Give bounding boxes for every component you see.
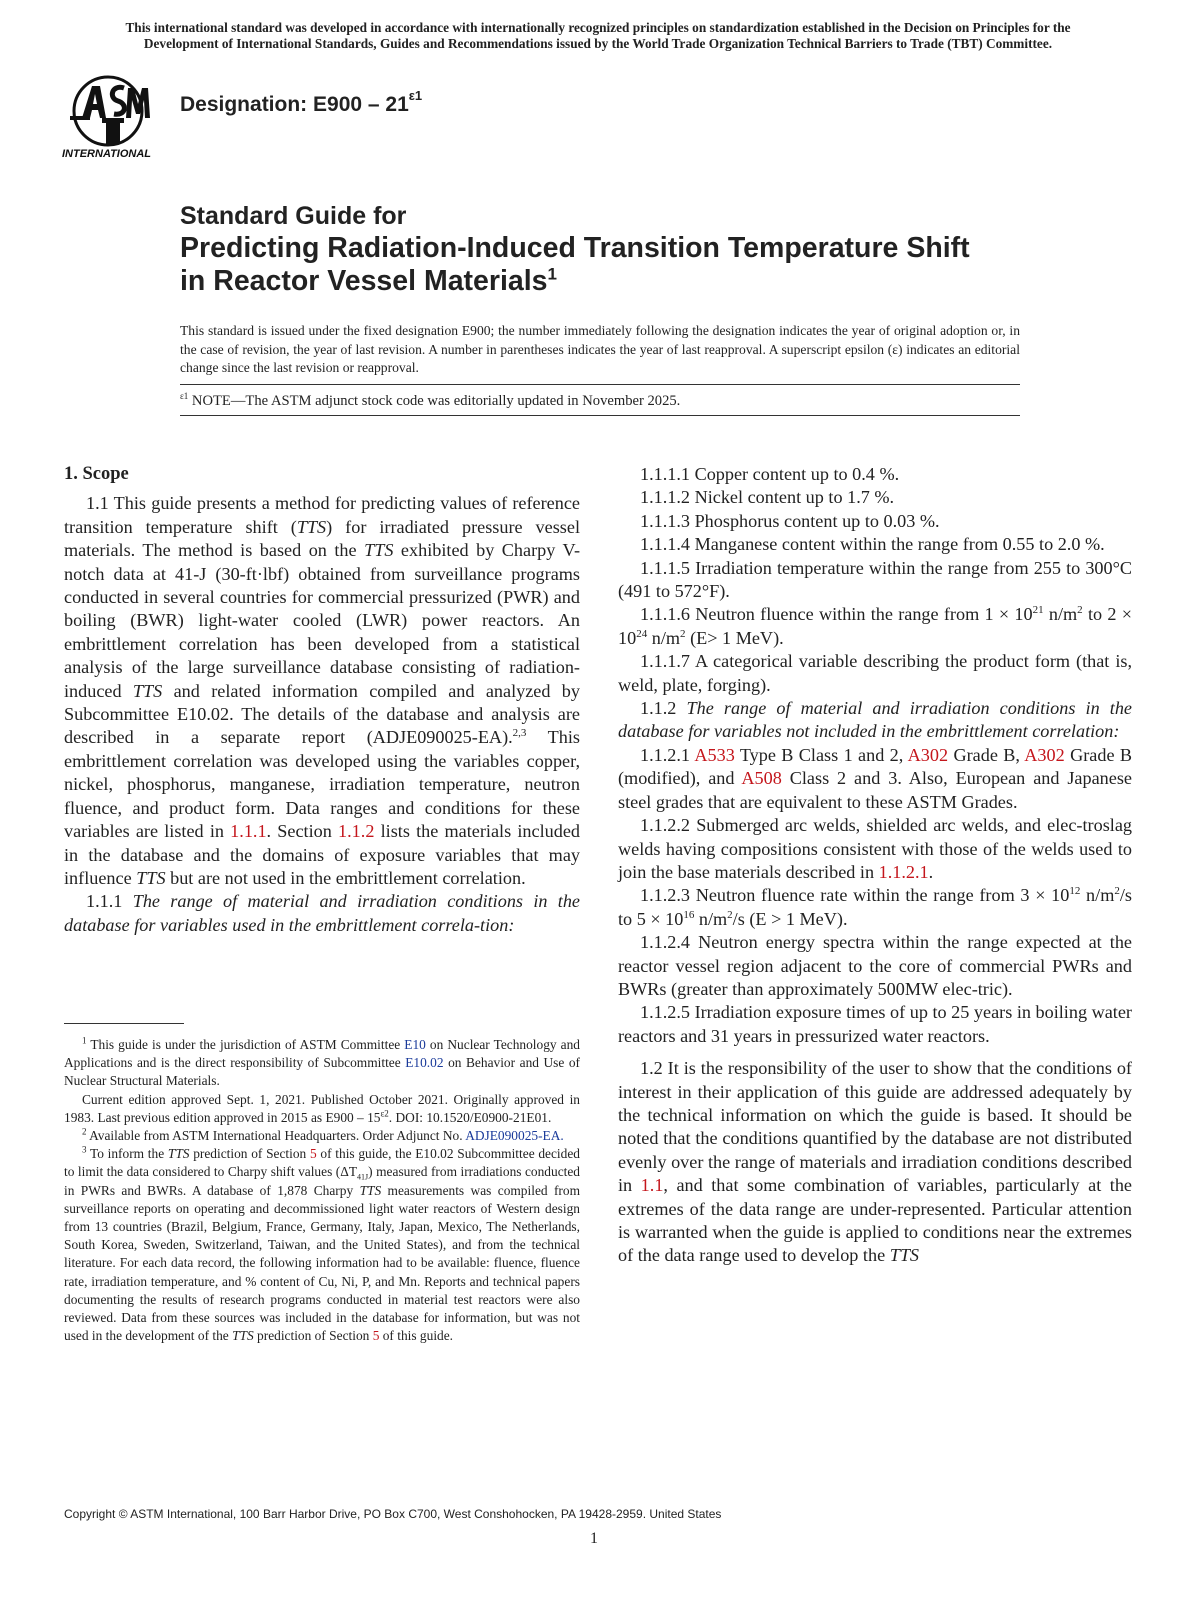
fn1-text-a: This guide is under the jurisdiction of ASTM Committee xyxy=(86,1037,405,1052)
fn1-number: 1 xyxy=(82,1035,87,1046)
i11-d: n/m xyxy=(694,908,728,929)
link-a302-2[interactable]: A302 xyxy=(1024,744,1065,765)
fn3-tts-2: TTS xyxy=(359,1182,382,1198)
fn3-tts-3: TTS xyxy=(232,1328,254,1344)
item-1-1-2-2 xyxy=(618,814,1132,884)
title-line-1: Standard Guide for xyxy=(180,202,407,230)
notice-line-1: This international standard was developed in accordance with internationally recognized principles on standardization established in the Decision on Principles for the xyxy=(125,20,1071,35)
i14-b: , and that some combination of variables, particularly at the extremes of the data range are under-represented. Particular attention is warranted when the guide is applied to conditions near the extremes of the data range used to develop the xyxy=(618,1175,1132,1266)
p1-text-e: This embrittlement correlation was developed using the variables copper, nickel, phosphorus, manganese, irradiation temperature, neutron fluence, and product form. Data ranges and conditions for these variables are listed in xyxy=(64,727,580,842)
footnote-3 xyxy=(64,1145,580,1345)
item-1-1-1-1: 1.1.1.1 Copper content up to 0.4 %. xyxy=(640,464,900,484)
item-1-1-1-3: 1.1.1.3 Phosphorus content up to 0.03 %. xyxy=(640,510,940,531)
document-title xyxy=(180,200,1080,298)
fn3-text-d: ) measured from irradiations conducted in PWRs and BWRs. A database of 1,878 Charpy xyxy=(64,1164,581,1198)
title-line-2: Predicting Radiation-Induced Transition Temperature Shift xyxy=(180,232,970,264)
fn1-text-c: on Behavior and Use of Nuclear Structural Materials. xyxy=(64,1055,581,1089)
fn3-tts-1: TTS xyxy=(167,1146,190,1162)
item-1-1-2-3 xyxy=(618,884,1132,931)
page-number: 1 xyxy=(590,1530,598,1547)
fn3-number: 3 xyxy=(82,1144,87,1155)
footnote-1 xyxy=(64,1036,580,1091)
item-1-1-2-4: 1.1.2.4 Neutron energy spectra within the range expected at the reactor vessel region adjacent to the core of commercial PWRs and BWRs (greater than approximately 500MW elec-tric). xyxy=(618,932,1132,999)
i6-c: to 2 × 10 xyxy=(618,604,1132,648)
item-1-1-1-7: 1.1.1.7 A categorical variable describing the product form (that is, weld, plate, forging). xyxy=(618,651,1132,695)
link-adjunct[interactable]: ADJE090025-EA. xyxy=(465,1128,564,1144)
p1-footnote-refs: 2,3 xyxy=(512,727,527,740)
fn3-subscript: 41J xyxy=(357,1173,369,1183)
notice-line-2: Development of International Standards, Guides and Recommendations issued by the World Trade Organization Technical Barriers to Trade (TBT) Committee. xyxy=(143,36,1053,51)
i10-b: . xyxy=(928,861,934,882)
i11-sup-2: 2 xyxy=(1114,885,1120,898)
i9-b: Type B Class 1 and 2, xyxy=(734,744,908,765)
title-line-3-text: in Reactor Vessel Materials xyxy=(180,265,548,297)
item-1-1-2-5: 1.1.2.5 Irradiation exposure times of up to 25 years in boiling water reactors and 31 years in pressurized water reactors. xyxy=(618,1002,1132,1046)
fn3-text-e: measurements was compiled from surveillance reports on operating and decommissioned light water reactors of Western design from 13 countries (Brazil, Belgium, France, Germany, Italy, Japan, Mexico, The Netherlands, South Korea, Sweden, Switzerland, Taiwan, and the United States), and from the technical literature. For each data record, the following information had to be available: fluence, fluence rate, irradiation temperature, and % content of Cu, Ni, P, and Mn. Reports and technical papers documenting the results of research programs conducted in material test reactors were also reviewed. Data from these sources was included in the database for information, but was not used in the development of the xyxy=(64,1182,581,1344)
link-a302-1[interactable]: A302 xyxy=(907,744,949,765)
p1-tts-1: TTS xyxy=(296,516,327,537)
section-heading-scope: 1. Scope xyxy=(64,464,129,484)
paragraph-1-1-1 xyxy=(64,890,580,937)
paragraph-1-1 xyxy=(64,492,580,890)
link-e10[interactable]: E10 xyxy=(404,1037,426,1052)
paragraph-1-2 xyxy=(618,1057,1132,1268)
fn1-edition-b: . DOI: 10.1520/E0900-21E01. xyxy=(388,1109,552,1125)
i9-a: 1.1.2.1 xyxy=(640,744,695,765)
i9-d: Grade B (modified), and xyxy=(618,744,1133,789)
i6-sup-2: 2 xyxy=(1077,604,1083,617)
p1-tts-4: TTS xyxy=(136,867,166,888)
i9-e: Class 2 and 3. Also, European and Japanese steel grades that are equivalent to these ASTM Grades. xyxy=(618,768,1132,812)
p2-number: 1.1.1 xyxy=(86,891,133,912)
editorial-note xyxy=(180,393,680,410)
i11-sup-4: 2 xyxy=(727,908,733,921)
left-column xyxy=(64,463,580,937)
i11-b: n/m xyxy=(1080,885,1115,906)
title-line-3 xyxy=(180,265,1080,298)
i14-a: 1.2 It is the responsibility of the user to show that the conditions of interest in their application of this guide are addressed adequately by the technical information on which the guide is based. It should be noted that the conditions quantified by the database are not distributed evenly over the range of materials and irradiation conditions described in xyxy=(618,1058,1132,1196)
footnotes xyxy=(64,1036,580,1345)
link-1-1[interactable]: 1.1 xyxy=(640,1175,664,1196)
i8-number: 1.1.2 xyxy=(640,698,687,719)
astm-logo xyxy=(62,68,168,168)
i14-tts: TTS xyxy=(889,1245,920,1266)
i11-c: /s to 5 × 10 xyxy=(618,885,1132,929)
i6-sup-4: 2 xyxy=(680,627,686,640)
item-1-1-1-6 xyxy=(618,603,1132,650)
title-footnote-ref: 1 xyxy=(547,264,557,284)
i6-sup-1: 21 xyxy=(1032,604,1044,617)
p1-text-c: exhibited by Charpy V-notch data at 41-J (30-ft·lbf) obtained from surveillance programs conducted in several countries for commercial pressurized (PWR) and boiling (BWR) light-water cooled (LWR) power reactors. An embrittlement correlation has been developed from a statistical analysis of the large surveillance database consisting of radiation-induced xyxy=(64,540,581,701)
designation-epsilon: ε1 xyxy=(408,88,423,103)
i6-sup-3: 24 xyxy=(636,627,648,640)
link-1-1-1[interactable]: 1.1.1 xyxy=(230,821,267,842)
fn1-edition-sup: ε2 xyxy=(380,1108,389,1119)
item-1-1-1-5: 1.1.1.5 Irradiation temperature within the range from 255 to 300°C (491 to 572°F). xyxy=(618,557,1132,602)
link-section-5-b[interactable]: 5 xyxy=(372,1328,380,1344)
p1-text-h: but are not used in the embrittlement correlation. xyxy=(165,867,526,888)
link-a508[interactable]: A508 xyxy=(741,768,782,789)
p1-text-d: and related information compiled and analyzed by Subcommittee E10.02. The details of the database and analysis are described in a separate report (ADJE090025-EA). xyxy=(64,680,580,748)
designation xyxy=(180,88,423,117)
p1-text-g: lists the materials included in the database and the domains of exposure variables that may influence xyxy=(64,821,580,888)
fn3-text-a: To inform the xyxy=(86,1146,168,1162)
editorial-note-epsilon: ε1 xyxy=(180,391,189,402)
p1-tts-3: TTS xyxy=(132,680,163,701)
i6-e: (E> 1 MeV). xyxy=(685,627,784,648)
fn1-text-b: on Nuclear Technology and Applications and is the direct responsibility of Subcommittee xyxy=(64,1037,580,1071)
i9-c: Grade B, xyxy=(948,744,1025,765)
item-1-1-2-1 xyxy=(618,744,1132,814)
i8-italic: The range of material and irradiation conditions in the database for variables not included in the embrittlement correlation: xyxy=(618,698,1133,742)
logo-international-text: INTERNATIONAL xyxy=(62,148,152,160)
i11-a: 1.1.2.3 Neutron fluence rate within the range from 3 × 10 xyxy=(640,885,1070,906)
right-column xyxy=(618,463,1132,1268)
item-1-1-1-2: 1.1.1.2 Nickel content up to 1.7 %. xyxy=(640,487,895,508)
p1-text-b: ) for irradiated pressure vessel materials. The method is based on the xyxy=(64,516,580,561)
designation-text: Designation: E900 – 21 xyxy=(180,93,409,116)
fn3-text-g: of this guide. xyxy=(379,1328,454,1344)
p1-text-a: 1.1 This guide presents a method for predicting values of reference transition temperature shift ( xyxy=(64,493,580,537)
link-section-5-a[interactable]: 5 xyxy=(309,1146,317,1162)
fn2-text: Available from ASTM International Headquarters. Order Adjunct No. xyxy=(86,1128,466,1144)
fn3-text-f: prediction of Section xyxy=(253,1328,373,1344)
p1-tts-2: TTS xyxy=(364,540,394,561)
fn2-number: 2 xyxy=(82,1126,87,1137)
i11-e: /s (E > 1 MeV). xyxy=(732,908,848,929)
fn3-text-c: of this guide, the E10.02 Subcommittee decided to limit the data considered to Charpy shift values (ΔT xyxy=(64,1146,580,1180)
i11-sup-3: 16 xyxy=(683,908,695,921)
i6-b: n/m xyxy=(1043,604,1078,625)
link-e10-02[interactable]: E10.02 xyxy=(405,1055,444,1071)
item-1-1-2 xyxy=(618,697,1132,744)
link-a533[interactable]: A533 xyxy=(694,744,735,765)
editorial-note-text: NOTE—The ASTM adjunct stock code was editorially updated in November 2025. xyxy=(188,393,681,409)
fn3-text-b: prediction of Section xyxy=(189,1146,310,1162)
p1-text-f: . Section xyxy=(266,821,339,842)
i10-a: 1.1.2.2 Submerged arc welds, shielded arc welds, and elec-troslag welds having compositions consistent with those of the welds used to join the base materials described in xyxy=(618,815,1132,882)
footnote-1-edition xyxy=(64,1091,580,1127)
wto-notice xyxy=(58,20,1138,52)
footnote-2 xyxy=(64,1127,580,1145)
p2-italic: The range of material and irradiation conditions in the database for variables used in the embrittlement correla-tion: xyxy=(64,891,580,935)
link-1-1-2[interactable]: 1.1.2 xyxy=(338,821,375,842)
link-1-1-2-1[interactable]: 1.1.2.1 xyxy=(878,861,929,882)
item-1-1-1-4: 1.1.1.4 Manganese content within the range from 0.55 to 2.0 %. xyxy=(640,534,1105,555)
i6-d: n/m xyxy=(647,627,681,648)
i6-a: 1.1.1.6 Neutron fluence within the range from 1 × 10 xyxy=(640,604,1033,625)
note-bottom-rule xyxy=(180,415,1020,416)
issued-under-note: This standard is issued under the fixed designation E900; the number immediately following the designation indicates the year of original adoption or, in the case of revision, the year of last revision. A number in parentheses indicates the year of last reapproval. A superscript epsilon (ε) indicates an editorial change since the last revision or reapproval. xyxy=(180,323,1020,375)
footnote-rule xyxy=(64,1023,184,1024)
fn1-edition-a: Current edition approved Sept. 1, 2021. Published October 2021. Originally approved in 1983. Last previous edition approved in 2015 as E900 – 15 xyxy=(64,1091,580,1125)
note-top-rule xyxy=(180,384,1020,385)
copyright-notice: Copyright © ASTM International, 100 Barr Harbor Drive, PO Box C700, West Conshohocken, PA 19428-2959. United States xyxy=(64,1507,722,1521)
i11-sup-1: 12 xyxy=(1069,885,1081,898)
